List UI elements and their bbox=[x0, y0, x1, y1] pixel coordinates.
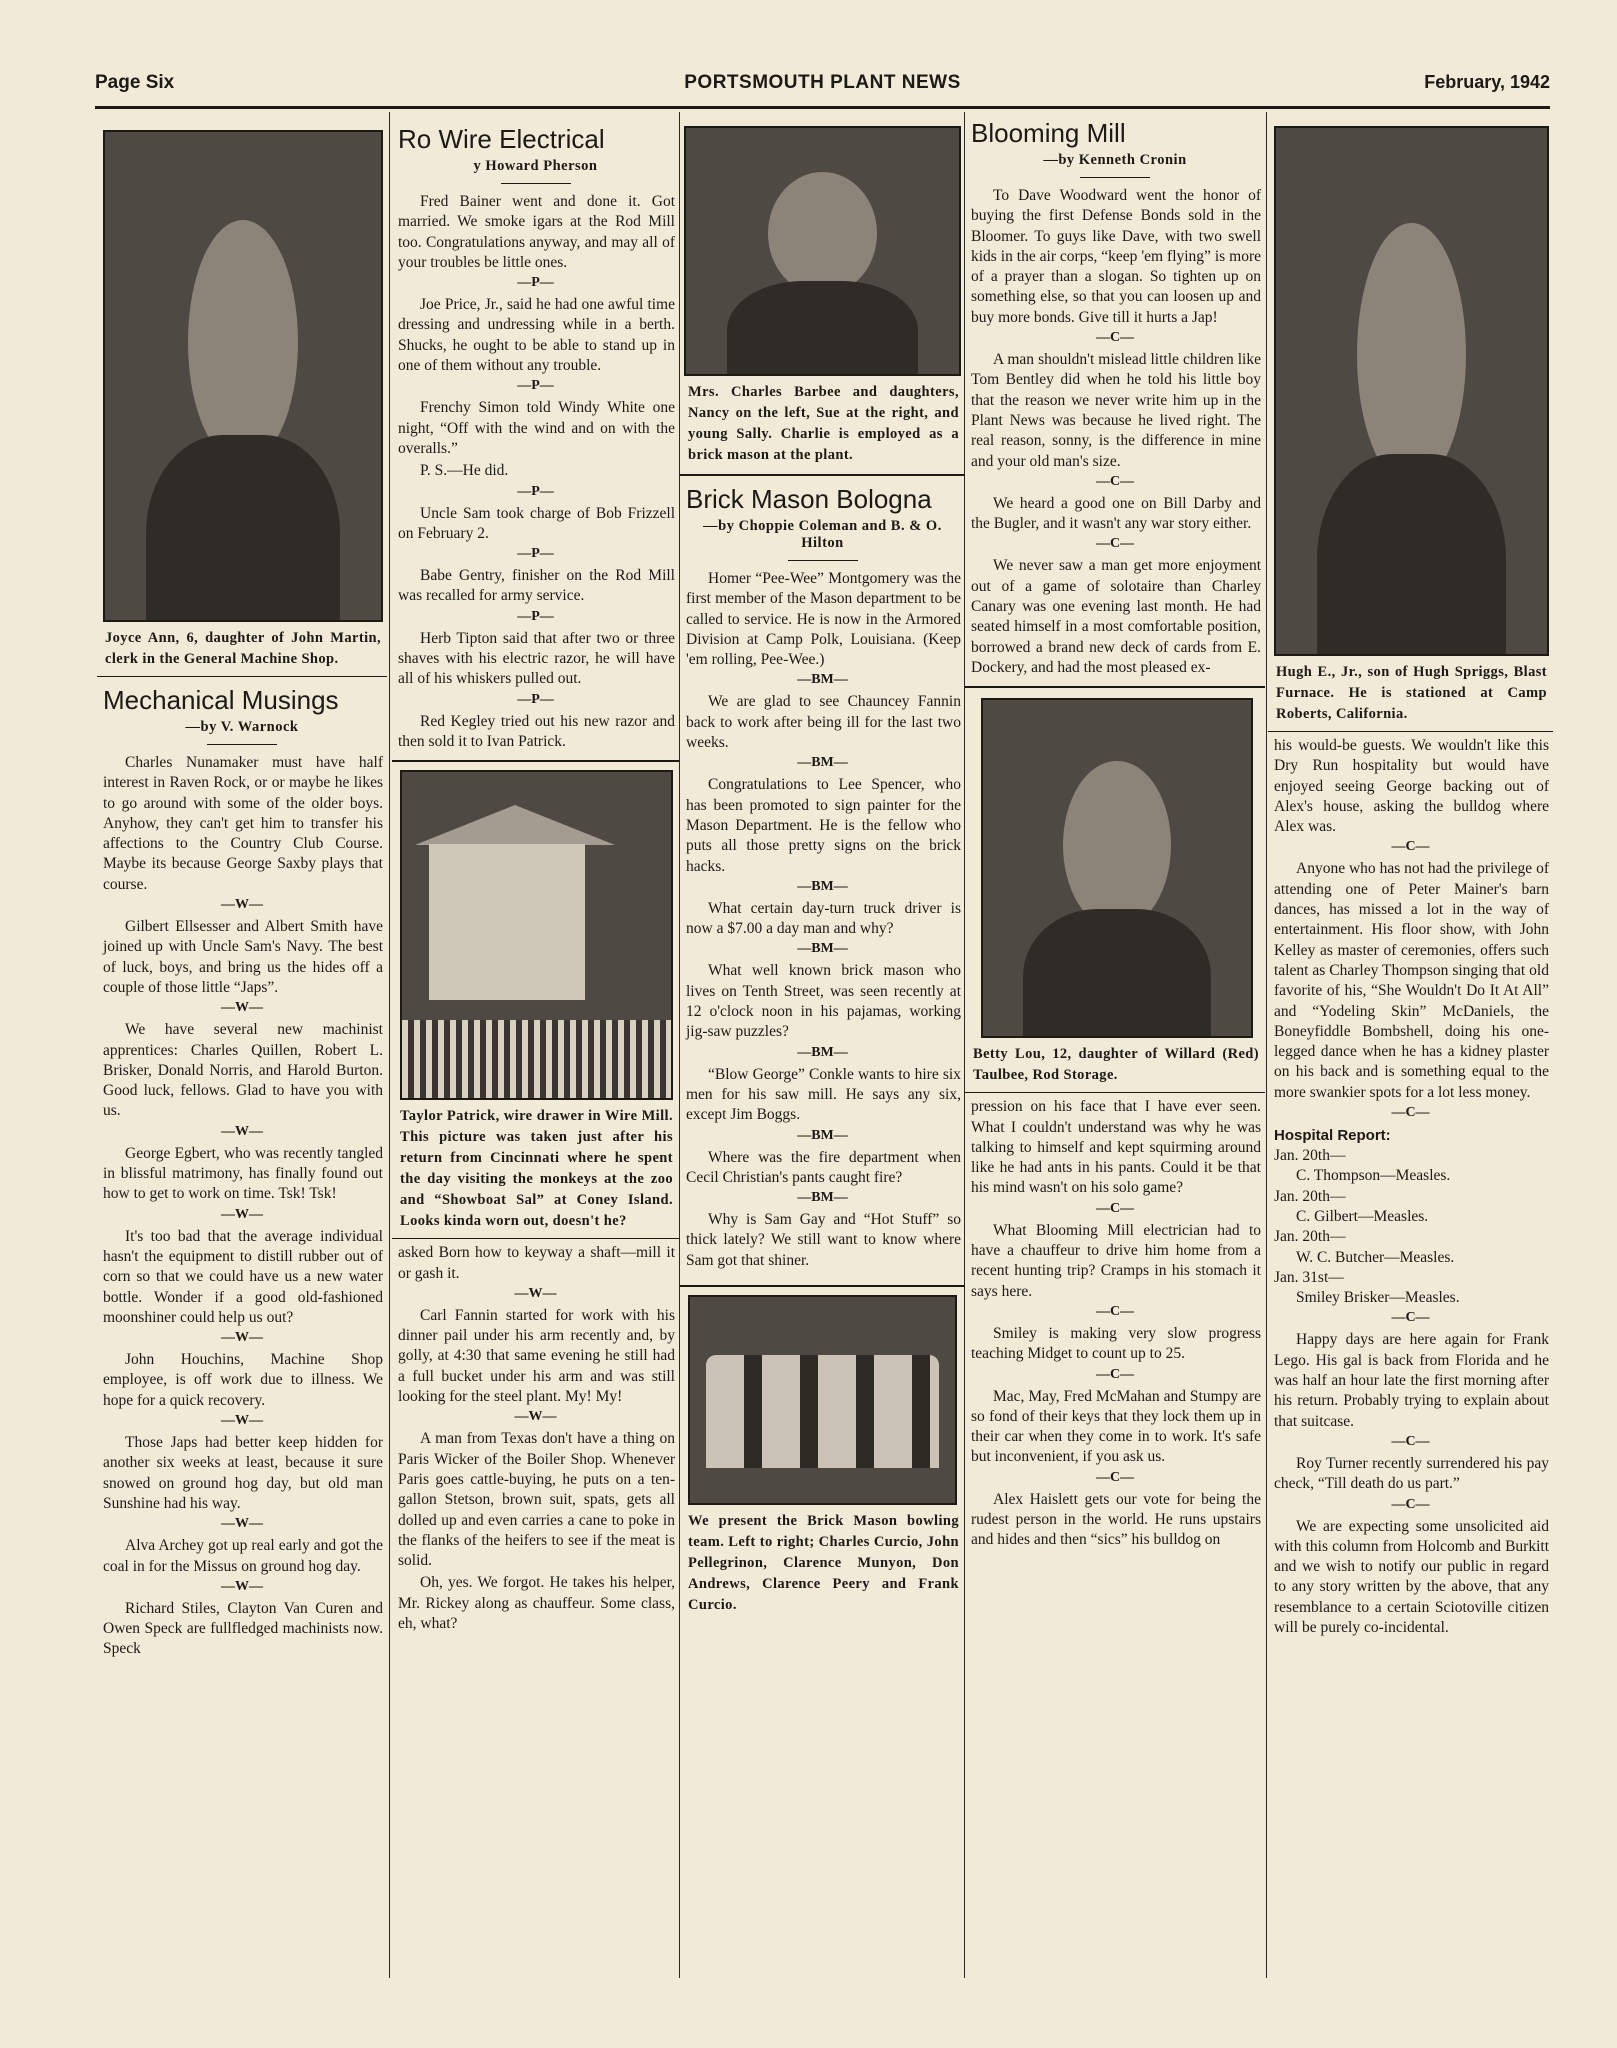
separator: —W— bbox=[221, 897, 263, 913]
divider bbox=[965, 1092, 1265, 1093]
separator: —P— bbox=[517, 275, 554, 291]
paragraph: Mac, May, Fred McMahan and Stumpy are so fond of their keys that they lock them up in their car when they come in to work. It's safe but inconvenient, if you ask us. bbox=[971, 1387, 1261, 1466]
separator: —C— bbox=[1095, 473, 1135, 489]
separator: —C— bbox=[1391, 839, 1430, 855]
paragraph: Congratulations to Lee Spencer, who has been promoted to sign painter for the Mason Department. He is the fellow who puts all those pretty signs on the brick hacks. bbox=[686, 776, 961, 875]
paragraph: Babe Gentry, finisher on the Rod Mill was recalled for army service. bbox=[398, 567, 675, 605]
photo-bowling-team bbox=[688, 1295, 957, 1505]
paragraph: John Houchins, Machine Shop employee, is off work due to illness. We hope for a quick recovery. bbox=[103, 1351, 383, 1409]
paragraph: pression on his face that I have ever seen. What I couldn't understand was why he was talking to himself and kept squirming around like he had ants in his pants. Could it be that his mind wasn't on his solo game? bbox=[971, 1098, 1261, 1197]
separator: —C— bbox=[1391, 1496, 1430, 1512]
paragraph: Happy days are here again for Frank Lego. His gal is back from Florida and he was half an hour late the first morning after his return. Probably trying to explain about that suitcase. bbox=[1274, 1331, 1549, 1430]
paragraph: It's too bad that the average individual hasn't the equipment to distill rubber out of corn so that we could have us a new water bottle. Wonder if a good old-fashioned moonshiner could help us out? bbox=[103, 1227, 383, 1326]
section-title-wire-electrical: Ro Wire Electrical bbox=[398, 124, 605, 154]
separator: —BM— bbox=[797, 1044, 848, 1060]
paragraph: Fred Bainer went and done it. Got married. We smoke igars at the Rod Mill too. Congratulations anyway, and may all of your troubles be little ones. bbox=[398, 193, 675, 271]
paragraph: We are expecting some unsolicited aid with this column from Holcomb and Burkitt and we wish to notify our public in regard to any story written by the above, that any resemblance to a certain Sciotoville citizen will be purely co-incidental. bbox=[1274, 1517, 1549, 1636]
paragraph: Charles Nunamaker must have half interest in Raven Rock, or or maybe he likes to go around with some of the older boys. Anyhow, they can't get him to transfer his affections to the Country Club Course. Maybe its because George Saxby plays that course. bbox=[103, 754, 383, 893]
paragraph: Uncle Sam took charge of Bob Frizzell on February 2. bbox=[398, 504, 675, 542]
separator: —C— bbox=[1391, 1105, 1430, 1121]
masthead-rule bbox=[95, 106, 1550, 109]
separator: —BM— bbox=[797, 1127, 848, 1143]
masthead bbox=[95, 72, 1550, 106]
separator: —BM— bbox=[797, 941, 848, 957]
paragraph: his would-be guests. We wouldn't like this Dry Run hospitality but would have enjoyed seeing George backing out of Alex's house, asking the bulldog where Alex was. bbox=[1274, 737, 1549, 836]
hospital-report-title: Hospital Report: bbox=[1274, 1127, 1391, 1145]
separator: —BM— bbox=[797, 672, 848, 688]
separator: —W— bbox=[221, 1000, 263, 1016]
paragraph: Richard Stiles, Clayton Van Curen and Owen Speck are fullfledged machinists now. Speck bbox=[103, 1599, 383, 1658]
page-label: Page Six bbox=[95, 72, 175, 93]
paragraph: P. S.—He did. bbox=[420, 462, 509, 480]
photo-caption: We present the Brick Mason bowling team. Left to right; Charles Curcio, John Pellegrinon, Clarence Munyon, Don Andrews, Clarence Peery and Frank Curcio. bbox=[688, 1513, 959, 1614]
byline: —by V. Warnock bbox=[185, 719, 299, 735]
paragraph: George Egbert, who was recently tangled in blissful matrimony, has finally found out how to get to work on time. Tsk! Tsk! bbox=[103, 1144, 383, 1203]
separator: —W— bbox=[221, 1516, 263, 1532]
photo-hugh-spriggs bbox=[1274, 126, 1549, 656]
photo-taylor-patrick bbox=[400, 770, 673, 1100]
separator: —W— bbox=[514, 1285, 557, 1301]
paragraph: Why is Sam Gay and “Hot Stuff” so thick lately? We still want to know where Sam got that shiner. bbox=[686, 1211, 961, 1269]
byline: —by Kenneth Cronin bbox=[1043, 152, 1187, 168]
column-1 bbox=[97, 116, 387, 1980]
separator: —C— bbox=[1095, 330, 1135, 346]
paragraph: What Blooming Mill electrician had to have a chauffeur to drive him home from a recent hunting trip? Cramps in his stomach it says here. bbox=[971, 1221, 1261, 1300]
divider bbox=[1080, 177, 1150, 178]
divider bbox=[680, 1285, 965, 1287]
paragraph: Where was the fire department when Cecil Christian's pants caught fire? bbox=[686, 1148, 961, 1186]
column-2 bbox=[392, 116, 679, 1980]
divider bbox=[1268, 731, 1553, 732]
separator: —W— bbox=[221, 1123, 263, 1139]
separator: —P— bbox=[517, 483, 554, 499]
paragraph: Gilbert Ellsesser and Albert Smith have joined up with Uncle Sam's Navy. The best of luck, boys, and bring us the hides off a couple of those little “Japs”. bbox=[103, 918, 383, 996]
report-entry: W. C. Butcher—Measles. bbox=[1296, 1248, 1455, 1266]
separator: —P— bbox=[517, 691, 554, 707]
divider bbox=[97, 676, 387, 677]
separator: —C— bbox=[1095, 1200, 1135, 1216]
paragraph: To Dave Woodward went the honor of buying the first Defense Bonds sold in the Bloomer. To guys like Dave, with two swell kids in the air corps, “keep 'em flying” is more of a prayer than a slogan. So tighten up on something else, so that you can loosen up and buy more bonds. Give till it hurts a Jap! bbox=[971, 187, 1261, 326]
divider bbox=[788, 560, 858, 561]
paragraph: Joe Price, Jr., said he had one awful time dressing and undressing while in a berth. Shucks, he ought to be able to stand up in one of them without any trouble. bbox=[398, 296, 675, 375]
report-date: Jan. 31st— bbox=[1274, 1268, 1344, 1286]
paragraph: We never saw a man get more enjoyment out of a game of solotaire than Charley Canary was one evening last month. He had seated himself in a most comfortable position, borrowed a brand new deck of cards from E. Dockery, and had the most pleased ex- bbox=[971, 557, 1261, 676]
photo-joyce-ann bbox=[103, 130, 383, 622]
separator: —W— bbox=[221, 1413, 263, 1429]
separator: —C— bbox=[1095, 536, 1135, 552]
divider bbox=[392, 760, 679, 762]
separator: —W— bbox=[221, 1330, 263, 1346]
photo-caption: Hugh E., Jr., son of Hugh Spriggs, Blast Furnace. He is stationed at Camp Roberts, California. bbox=[1276, 664, 1547, 722]
report-entry: C. Gilbert—Measles. bbox=[1296, 1207, 1429, 1225]
report-entry: Smiley Brisker—Measles. bbox=[1296, 1289, 1460, 1307]
issue-date: February, 1942 bbox=[1424, 72, 1550, 92]
paragraph: Alex Haislett gets our vote for being the rudest person in the world. He runs upstairs and hides and then “sics” his bulldog on bbox=[971, 1490, 1261, 1549]
photo-caption: Joyce Ann, 6, daughter of John Martin, clerk in the General Machine Shop. bbox=[105, 630, 381, 667]
separator: —BM— bbox=[797, 1190, 848, 1206]
divider bbox=[965, 686, 1265, 688]
paragraph: asked Born how to keyway a shaft—mill it or gash it. bbox=[398, 1244, 675, 1282]
paragraph: Smiley is making very slow progress teaching Midget to count up to 25. bbox=[971, 1324, 1261, 1363]
paragraph: Those Japs had better keep hidden for another six weeks at least, because it sure snowed on ground hog day, but old man Sunshine had his way. bbox=[103, 1434, 383, 1512]
photo-caption: Betty Lou, 12, daughter of Willard (Red) Taulbee, Rod Storage. bbox=[973, 1046, 1259, 1084]
photo-betty-lou bbox=[981, 698, 1253, 1038]
photo-caption: Mrs. Charles Barbee and daughters, Nancy on the left, Sue at the right, and young Sally. Charlie is employed as a brick mason at the plant. bbox=[688, 384, 959, 463]
column-5 bbox=[1268, 116, 1553, 1980]
paragraph: Oh, yes. We forgot. He takes his helper, Mr. Rickey along as chauffeur. Some class, eh, what? bbox=[398, 1574, 675, 1632]
separator: —P— bbox=[517, 546, 554, 562]
paragraph: Frenchy Simon told Windy White one night, “Off with the wind and on with the overalls.” bbox=[398, 399, 675, 457]
separator: —W— bbox=[221, 1206, 263, 1222]
paragraph: We have several new machinist apprentices: Charles Quillen, Robert L. Brisker, Donald Norris, and Harold Burton. Good luck, fellows. Glad to have you with us. bbox=[103, 1021, 383, 1120]
column-3 bbox=[680, 116, 965, 1980]
report-entry: C. Thompson—Measles. bbox=[1296, 1167, 1451, 1185]
byline: y Howard Pherson bbox=[473, 158, 598, 174]
separator: —W— bbox=[514, 1409, 557, 1425]
divider bbox=[501, 183, 571, 184]
paragraph: Herb Tipton said that after two or three shaves with his electric razor, he will have all of his whiskers pulled out. bbox=[398, 629, 675, 688]
paragraph: Alva Archey got up real early and got the coal in for the Missus on ground hog day. bbox=[103, 1537, 383, 1575]
paper-name: PORTSMOUTH PLANT NEWS bbox=[684, 72, 961, 93]
column-rule bbox=[389, 112, 390, 1978]
paragraph: A man shouldn't mislead little children like Tom Bentley did when he told his little boy that the reason we never write him up in the Plant News was because he lived right. The real reason, sonny, is the difference in mine and your old man's size. bbox=[971, 351, 1261, 470]
paragraph: What certain day-turn truck driver is now a $7.00 a day man and why? bbox=[686, 899, 961, 938]
byline: —by Choppie Coleman and B. & O. Hilton bbox=[703, 518, 942, 551]
report-date: Jan. 20th— bbox=[1274, 1228, 1346, 1246]
report-date: Jan. 20th— bbox=[1274, 1147, 1346, 1165]
separator: —P— bbox=[517, 378, 554, 394]
separator: —C— bbox=[1391, 1433, 1430, 1449]
section-title-brick-mason-bologna: Brick Mason Bologna bbox=[686, 484, 932, 514]
divider bbox=[680, 474, 965, 476]
paragraph: Homer “Pee-Wee” Montgomery was the first member of the Mason department to be called to service. He is now in the Armored Division at Camp Polk, Louisiana. (Keep 'em rolling, Pee-Wee.) bbox=[686, 570, 961, 669]
report-date: Jan. 20th— bbox=[1274, 1187, 1346, 1205]
separator: —BM— bbox=[797, 878, 848, 894]
paragraph: We heard a good one on Bill Darby and the Bugler, and it wasn't any war story either. bbox=[971, 494, 1261, 533]
divider bbox=[392, 1238, 679, 1239]
paragraph: We are glad to see Chauncey Fannin back to work after being ill for the last two weeks. bbox=[686, 693, 961, 752]
section-title-blooming-mill: Blooming Mill bbox=[971, 118, 1126, 148]
separator: —BM— bbox=[797, 755, 848, 771]
paragraph: What well known brick mason who lives on Tenth Street, was seen recently at 12 o'clock noon in his pajamas, working jig-saw puzzles? bbox=[686, 962, 961, 1041]
separator: —W— bbox=[221, 1578, 263, 1594]
paragraph: Anyone who has not had the privilege of attending one of Peter Mainer's barn dances, has missed a lot in the way of entertainment. His floor show, with John Kelley as master of ceremonies, offers such talent as Charley Thompson singing that old favorite of his, “She Wouldn't Do It At All” and “Yodeling Skin” McDaniels, the Boneyfiddle Bombshell, doing his one-legged dance when he has a kidney plaster on his back and is something equal to the more swankier spots for a lot less money. bbox=[1274, 860, 1549, 1101]
column-rule bbox=[1266, 112, 1267, 1978]
photo-barbee-family bbox=[684, 126, 961, 376]
paragraph: Carl Fannin started for work with his dinner pail under his arm recently and, by golly, at 4:30 that same evening he still had a full bucket under his arm and was still looking for the steel plant. My! My! bbox=[398, 1306, 675, 1406]
divider bbox=[207, 744, 277, 745]
paragraph: A man from Texas don't have a thing on Paris Wicker of the Boiler Shop. Whenever Paris goes cattle-buying, he puts on a ten-gallon Stetson, brown suit, spats, gets all dolled up and even carries a cane to poke in the flanks of the heifers to see if the meat is solid. bbox=[398, 1430, 675, 1570]
paragraph: “Blow George” Conkle wants to hire six men for his saw mill. He says any six, except Jim Boggs. bbox=[686, 1065, 961, 1124]
paragraph: Red Kegley tried out his new razor and then sold it to Ivan Patrick. bbox=[398, 712, 675, 750]
section-title-mechanical-musings: Mechanical Musings bbox=[103, 685, 339, 715]
paragraph: Roy Turner recently surrendered his pay check, “Till death do us part.” bbox=[1274, 1454, 1549, 1493]
separator: —C— bbox=[1095, 1366, 1135, 1382]
separator: —C— bbox=[1095, 1469, 1135, 1485]
column-4 bbox=[965, 116, 1265, 1980]
separator: —C— bbox=[1095, 1303, 1135, 1319]
separator: —C— bbox=[1391, 1310, 1430, 1326]
photo-caption: Taylor Patrick, wire drawer in Wire Mill. This picture was taken just after his return from Cincinnati where he spent the day visiting the monkeys at the zoo and “Showboat Sal” at Coney Island. Looks kinda worn out, doesn't he? bbox=[400, 1108, 673, 1230]
separator: —P— bbox=[517, 608, 554, 624]
